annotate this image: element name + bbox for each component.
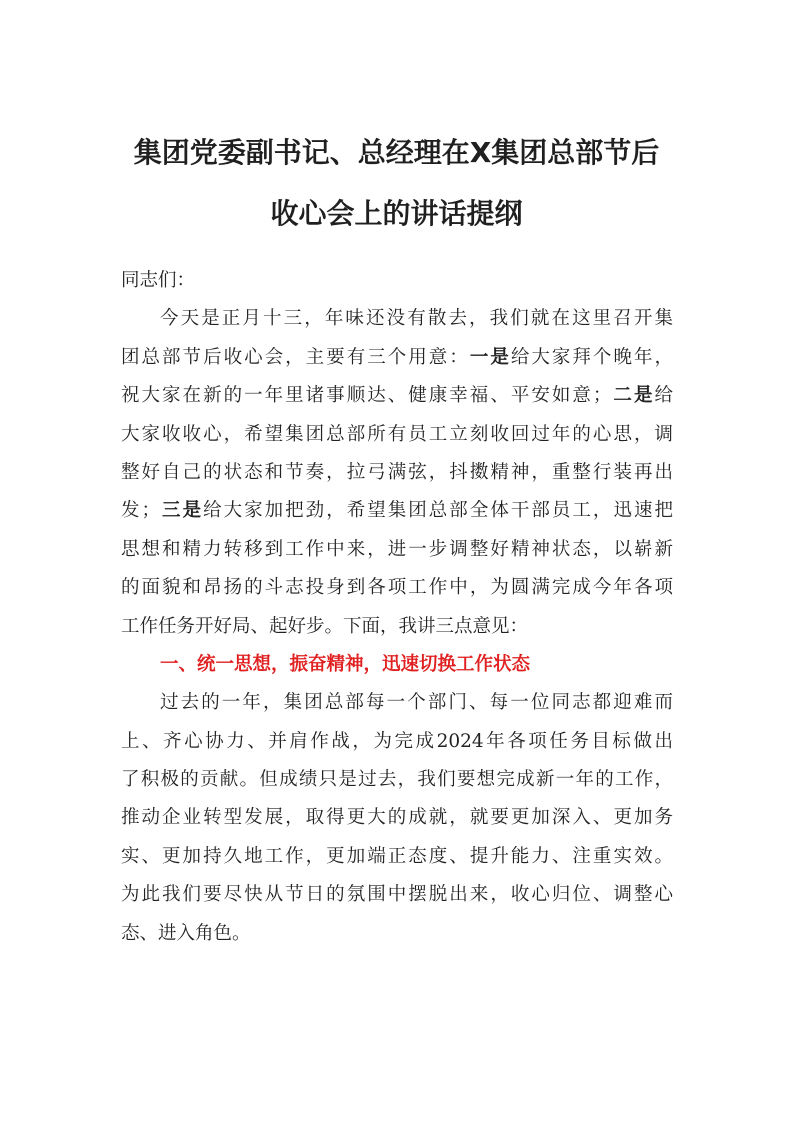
- section-heading-1: 一、统一思想，振奋精神，迅速切换工作状态: [160, 653, 531, 675]
- text-run: 给大家拜个晚年，: [510, 346, 673, 368]
- text-run: 给: [654, 385, 673, 407]
- text-run: 发；: [121, 500, 161, 522]
- emphasis-second: 二是: [611, 385, 655, 407]
- document-body: [121, 262, 673, 953]
- paragraph-1-line: 大家收收心，希望集团总部所有员工立刻收回过年的心思，调: [121, 423, 673, 445]
- emphasis-third: 三是: [160, 500, 204, 522]
- paragraph-2-line: 上、齐心协力、并肩作战，为完成2024年各项任务目标做出: [121, 730, 673, 752]
- paragraph-1-line: [121, 492, 673, 530]
- text-run: 祝大家在新的一年里诸事顺达、健康幸福、平安如意；: [121, 385, 612, 407]
- paragraph-2-line: 实、更加持久地工作，更加端正态度、提升能力、注重实效。: [121, 845, 673, 867]
- text-run: 团总部节后收心会，主要有三个用意：: [121, 346, 470, 368]
- document-title-line-1: 集团党委副书记、总经理在X集团总部节后: [133, 136, 660, 169]
- paragraph-1-line: [121, 339, 673, 377]
- paragraph-2-line: 过去的一年，集团总部每一个部门、每一位同志都迎难而: [160, 692, 673, 714]
- document-title-line-2: 收心会上的讲话提纲: [270, 197, 523, 230]
- paragraph-1-line: [121, 377, 673, 415]
- paragraph-1-line: 整好自己的状态和节奏，拉弓满弦，抖擞精神，重整行装再出: [121, 461, 673, 483]
- paragraph-2-line: 推动企业转型发展，取得更大的成就，就要更加深入、更加务: [121, 807, 673, 829]
- paragraph-1-line: 的面貌和昂扬的斗志投身到各项工作中，为圆满完成今年各项: [121, 577, 673, 599]
- paragraph-2-line: 为此我们要尽快从节日的氛围中摆脱出来，收心归位、调整心: [121, 884, 673, 906]
- paragraph-1-line: 思想和精力转移到工作中来，进一步调整好精神状态，以崭新: [121, 538, 673, 560]
- paragraph-2-line: 态、进入角色。: [121, 922, 251, 944]
- emphasis-first: 一是: [469, 346, 511, 368]
- paragraph-2-line: 了积极的贡献。但成绩只是过去，我们要想完成新一年的工作，: [121, 769, 673, 791]
- salutation: 同志们：: [121, 270, 196, 291]
- paragraph-1-line: 今天是正月十三，年味还没有散去，我们就在这里召开集: [160, 308, 673, 330]
- text-run: 给大家加把劲，希望集团总部全体干部员工，迅速把: [203, 500, 673, 522]
- paragraph-1-line: 工作任务开好局、起好步。下面，我讲三点意见：: [121, 615, 529, 637]
